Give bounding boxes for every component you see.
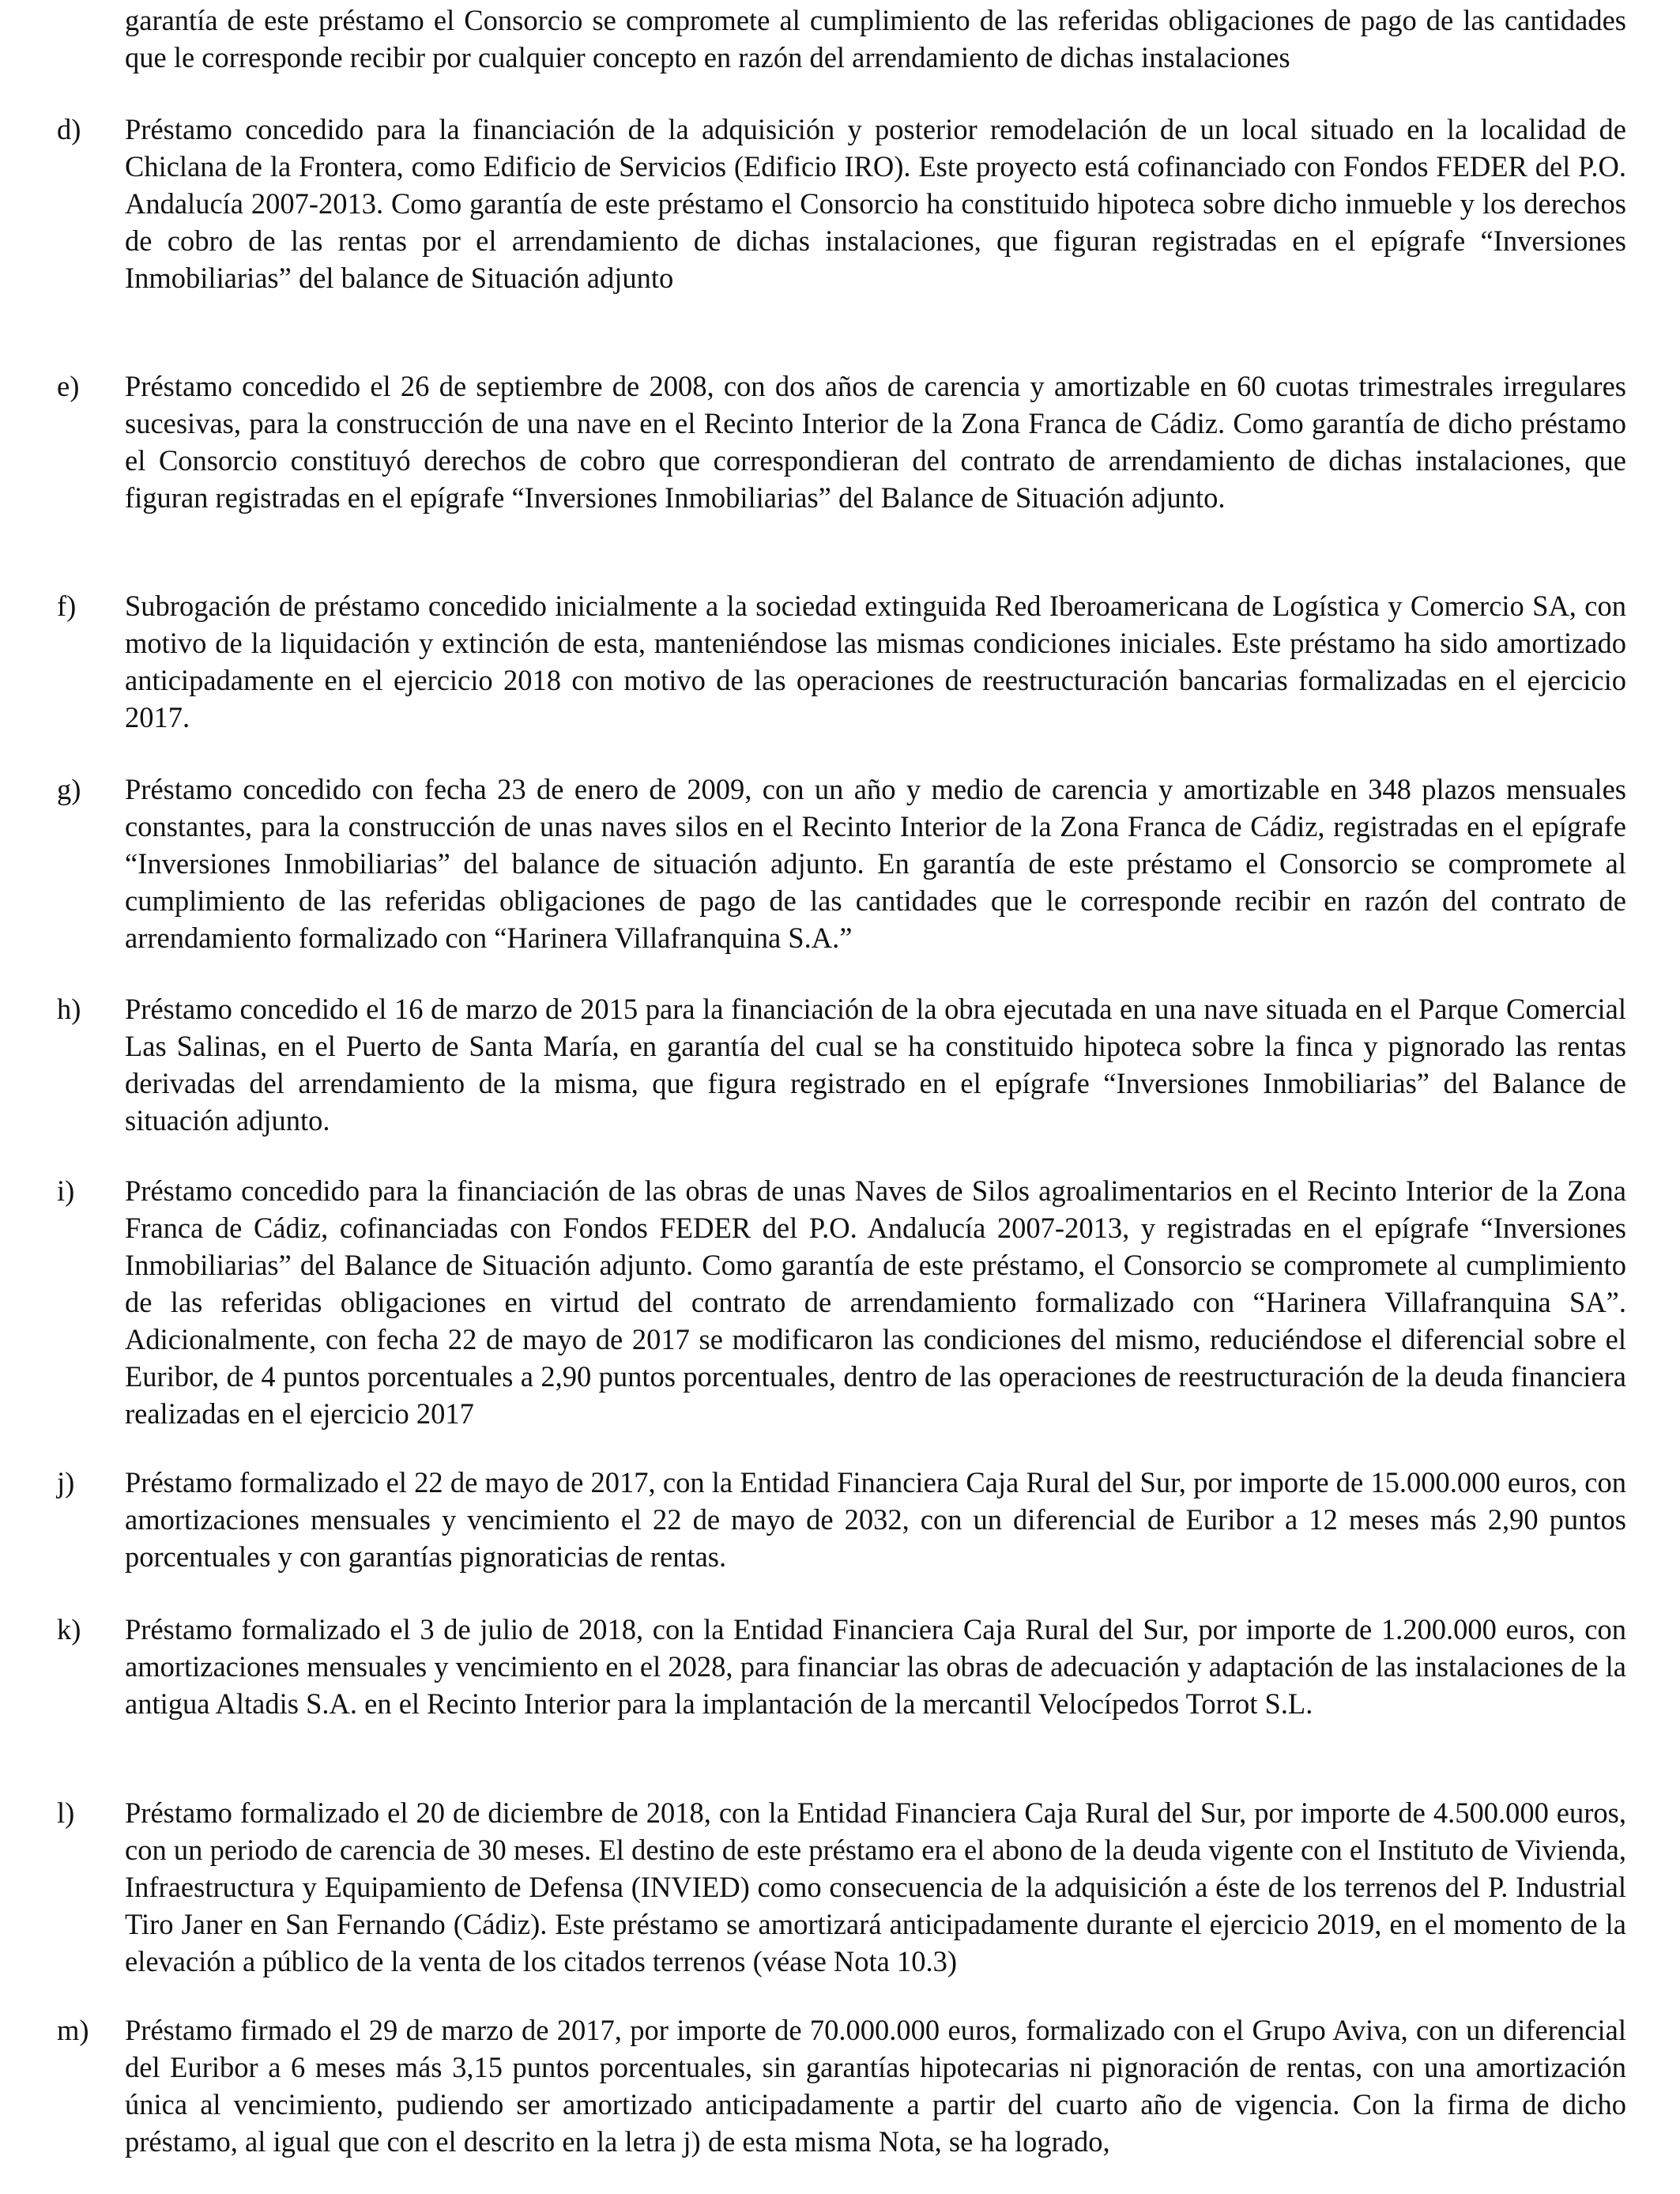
item-text: Préstamo concedido el 16 de marzo de 2015 para la financiación de la obra ejecutada en una nave situada en el Parque Comercial Las Salinas, en el Puerto de Santa María, en garantía del cual se ha constituido hipoteca sobre la finca y pignorado las rentas derivadas del arrendamiento de la misma, que figura registrado en el epígrafe “Inversiones Inmobiliarias” del Balance de situación adjunto.: [125, 993, 1626, 1137]
item-text: Préstamo concedido con fecha 23 de enero de 2009, con un año y medio de carencia y amortizable en 348 plazos mensuales constantes, para la construcción de unas naves silos en el Recinto Interior de la Zona Franca de Cádiz, registradas en el epígrafe “Inversiones Inmobiliarias” del balance de situación adjunto. En garantía de este préstamo el Consorcio se compromete al cumplimiento de las referidas obligaciones de pago de las cantidades que le corresponde recibir en razón del contrato de arrendamiento formalizado con “Harinera Villafranquina S.A.”: [125, 773, 1626, 954]
item-text: Préstamo concedido para la financiación de la adquisición y posterior remodelación de un local situado en la localidad de Chiclana de la Frontera, como Edificio de Servicios (Edificio IRO). Este proyecto está cofinanciado con Fondos FEDER del P.O. Andalucía 2007-2013. Como garantía de este préstamo el Consorcio ha constituido hipoteca sobre dicho inmueble y los derechos de cobro de las rentas por el arrendamiento de dichas instalaciones, que figuran registradas en el epígrafe “Inversiones Inmobiliarias” del balance de Situación adjunto: [125, 113, 1626, 294]
item-marker: j): [57, 1466, 75, 1498]
item-marker: l): [57, 1796, 75, 1829]
item-text: Préstamo formalizado el 3 de julio de 2018, con la Entidad Financiera Caja Rural del Sur, por importe de 1.200.000 euros, con amortizaciones mensuales y vencimiento en el 2028, para financiar las obras de adecuación y adaptación de las instalaciones de la antigua Altadis S.A. en el Recinto Interior para la implantación de la mercantil Velocípedos Torrot S.L.: [125, 1613, 1626, 1720]
item-text: Subrogación de préstamo concedido inicialmente a la sociedad extinguida Red Iberoamericana de Logística y Comercio SA, con motivo de la liquidación y extinción de esta, manteniéndose las mismas condiciones iniciales. Este préstamo ha sido amortizado anticipadamente en el ejercicio 2018 con motivo de las operaciones de reestructuración bancarias formalizadas en el ejercicio 2017.: [125, 590, 1626, 733]
item-text: Préstamo formalizado el 22 de mayo de 2017, con la Entidad Financiera Caja Rural del Sur, por importe de 15.000.000 euros, con amortizaciones mensuales y vencimiento el 22 de mayo de 2032, con un diferencial de Euribor a 12 meses más 2,90 puntos porcentuales y con garantías pignoraticias de rentas.: [125, 1466, 1626, 1573]
item-text: Préstamo concedido para la financiación de las obras de unas Naves de Silos agroalimentarios en el Recinto Interior de la Zona Franca de Cádiz, cofinanciadas con Fondos FEDER del P.O. Andalucía 2007-2013, y registradas en el epígrafe “Inversiones Inmobiliarias” del Balance de Situación adjunto. Como garantía de este préstamo, el Consorcio se compromete al cumplimiento de las referidas obligaciones en virtud del contrato de arrendamiento formalizado con “Harinera Villafranquina SA”. Adicionalmente, con fecha 22 de mayo de 2017 se modificaron las condiciones del mismo, reduciéndose el diferencial sobre el Euribor, de 4 puntos porcentuales a 2,90 puntos porcentuales, dentro de las operaciones de reestructuración de la deuda financiera realizadas en el ejercicio 2017: [125, 1174, 1626, 1430]
item-marker: i): [57, 1174, 75, 1207]
item-text: Préstamo concedido el 26 de septiembre de 2008, con dos años de carencia y amortizable en 60 cuotas trimestrales irregulares sucesivas, para la construcción de una nave en el Recinto Interior de la Zona Franca de Cádiz. Como garantía de dicho préstamo el Consorcio constituyó derechos de cobro que correspondieran del contrato de arrendamiento de dichas instalaciones, que figuran registradas en el epígrafe “Inversiones Inmobiliarias” del Balance de Situación adjunto.: [125, 370, 1626, 514]
item-marker: h): [57, 993, 81, 1025]
item-marker: e): [57, 370, 80, 402]
item-text: Préstamo firmado el 29 de marzo de 2017, por importe de 70.000.000 euros, formalizado con el Grupo Aviva, con un diferencial del Euribor a 6 meses más 3,15 puntos porcentuales, sin garantías hipotecarias ni pignoración de rentas, con una amortización única al vencimiento, pudiendo ser amortizado anticipadamente a partir del cuarto año de vigencia. Con la firma de dicho préstamo, al igual que con el descrito en la letra j) de esta misma Nota, se ha logrado,: [125, 2014, 1626, 2158]
item-text: Préstamo formalizado el 20 de diciembre de 2018, con la Entidad Financiera Caja Rural del Sur, por importe de 4.500.000 euros, con un periodo de carencia de 30 meses. El destino de este préstamo era el abono de la deuda vigente con el Instituto de Vivienda, Infraestructura y Equipamiento de Defensa (INVIED) como consecuencia de la adquisición a éste de los terrenos del P. Industrial Tiro Janer en San Fernando (Cádiz). Este préstamo se amortizará anticipadamente durante el ejercicio 2019, en el momento de la elevación a público de la venta de los citados terrenos (véase Nota 10.3): [125, 1796, 1626, 1977]
item-marker: g): [57, 773, 81, 805]
intro-paragraph: garantía de este préstamo el Consorcio se compromete al cumplimiento de las referidas obligaciones de pago de las cantidades que le corresponde recibir por cualquier concepto en razón del arrendamiento de dichas instalaciones: [125, 4, 1626, 74]
item-marker: d): [57, 113, 81, 145]
item-marker: k): [57, 1613, 81, 1646]
item-marker: m): [57, 2014, 89, 2046]
item-marker: f): [57, 590, 77, 622]
